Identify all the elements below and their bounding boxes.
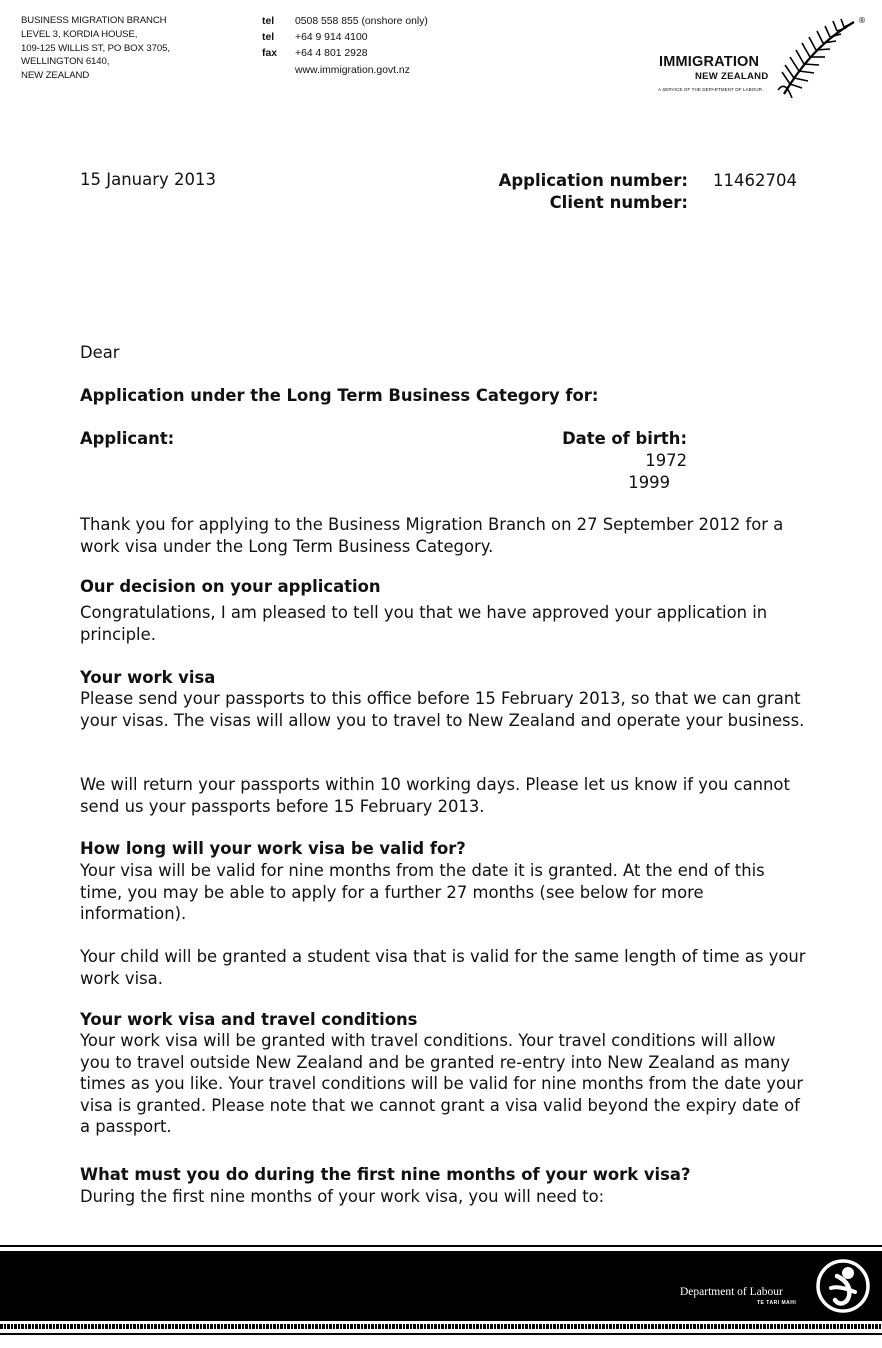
client-number-label: Client number: bbox=[549, 193, 688, 212]
section-paragraph: We will return your passports within 10 working days. Please let us know if you cannot send us your passports before 15 February 2013. bbox=[80, 775, 790, 816]
logo-subtitle: NEW ZEALAND bbox=[695, 71, 769, 82]
footer-divider bbox=[0, 1324, 882, 1329]
contact-label: tel bbox=[262, 16, 275, 27]
immigration-nz-logo bbox=[656, 14, 872, 100]
section-paragraph: Please send your passports to this office before 15 February 2013, so that we can grant your visas. The visas will allow you to travel to New Zealand and operate your business. bbox=[80, 689, 805, 730]
dob-label: Date of birth: bbox=[562, 429, 687, 448]
footer-divider bbox=[0, 1245, 882, 1247]
subject-line: Application under the Long Term Business Category for: bbox=[80, 386, 599, 405]
section-heading: Your work visa bbox=[80, 668, 216, 687]
contact-value: 0508 558 855 (onshore only) bbox=[295, 16, 428, 27]
contact-label: fax bbox=[262, 48, 278, 60]
section-paragraph: Your work visa will be granted with travel conditions. Your travel conditions will allow you to travel outside New Zealand and be granted re-entry into New Zealand as many times as you like. Your travel conditions will be valid for nine months from the date your visa is granted. Please note that we cannot grant a visa valid beyond the expiry date of a passport. bbox=[80, 1031, 804, 1136]
address-line: 109-125 WILLIS ST, PO BOX 3705, bbox=[21, 42, 170, 54]
section-heading: What must you do during the first nine months of your work visa? bbox=[80, 1165, 691, 1184]
contact-details bbox=[262, 14, 428, 79]
sender-address bbox=[21, 14, 170, 83]
department-of-labour-logo-icon bbox=[815, 1258, 871, 1314]
salutation: Dear bbox=[80, 343, 120, 362]
website-link[interactable]: www.immigration.govt.nz bbox=[295, 64, 410, 76]
section-heading: Your work visa and travel conditions bbox=[80, 1010, 418, 1029]
contact-label bbox=[262, 63, 295, 79]
footer-divider bbox=[0, 1333, 882, 1335]
contact-label: tel bbox=[262, 32, 275, 44]
logo-tagline: A SERVICE OF THE DEPARTMENT OF LABOUR bbox=[658, 87, 763, 92]
dob-value: 1972 bbox=[645, 451, 687, 470]
section-paragraph: Your visa will be valid for nine months from the date it is granted. At the end of this time, you may be able to apply for a further 27 months (see below for more information). bbox=[80, 861, 765, 923]
letter-date: 15 January 2013 bbox=[80, 170, 217, 189]
dob-value: 1999 bbox=[628, 473, 670, 492]
section-heading: Our decision on your application bbox=[80, 577, 381, 596]
address-line: WELLINGTON 6140, bbox=[21, 56, 110, 68]
contact-value: +64 9 914 4100 bbox=[295, 32, 368, 44]
applicant-label: Applicant: bbox=[80, 429, 175, 448]
reference-numbers bbox=[470, 170, 797, 214]
silver-fern-icon bbox=[776, 14, 872, 98]
intro-paragraph: Thank you for applying to the Business Migration Branch on 27 September 2012 for a work visa under the Long Term Business Category. bbox=[80, 515, 784, 556]
section-paragraph: Congratulations, I am pleased to tell you that we have approved your application in principle. bbox=[80, 603, 768, 644]
application-number-label: Application number: bbox=[498, 171, 688, 190]
registered-mark: ® bbox=[858, 16, 866, 25]
address-line: BUSINESS MIGRATION BRANCH bbox=[21, 15, 167, 26]
application-number: 11462704 bbox=[713, 171, 797, 190]
department-maori-name: TE TARI MAHI bbox=[757, 1300, 797, 1306]
department-name: Department of Labour bbox=[680, 1286, 783, 1298]
address-line: LEVEL 3, KORDIA HOUSE, bbox=[21, 28, 138, 40]
contact-value: +64 4 801 2928 bbox=[295, 48, 368, 60]
address-line: NEW ZEALAND bbox=[21, 70, 90, 82]
section-heading: How long will your work visa be valid for? bbox=[80, 839, 466, 858]
section-paragraph: During the first nine months of your work visa, you will need to: bbox=[80, 1187, 605, 1206]
logo-title: IMMIGRATION bbox=[659, 54, 760, 70]
section-paragraph: Your child will be granted a student visa that is valid for the same length of time as your work visa. bbox=[80, 947, 806, 988]
